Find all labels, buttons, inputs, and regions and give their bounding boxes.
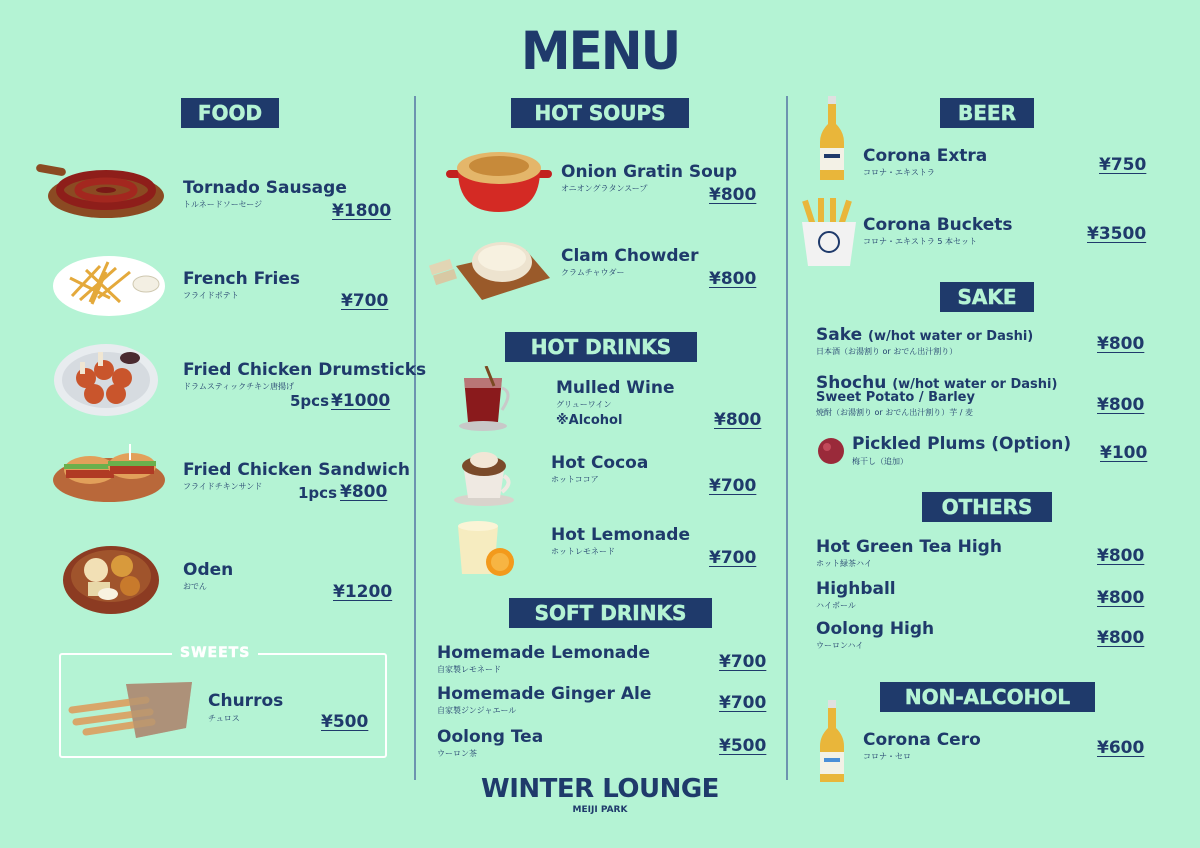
item-name-jp: ホット緑茶ハイ [816, 559, 872, 568]
item-name: Highball [816, 579, 896, 599]
section-hot-soups: HOT SOUPS [511, 98, 689, 128]
item-name-jp: ホットココア [551, 475, 599, 484]
item-qty: 5pcs [290, 392, 329, 410]
item-name-jp: ホットレモネード [551, 547, 615, 556]
item-price: ¥800 [1097, 588, 1145, 608]
item-name-jp: ウーロンハイ [816, 641, 864, 650]
item-price: ¥700 [709, 476, 757, 496]
footer-subtitle: MEIJI PARK [572, 805, 628, 815]
menu-title: MENU [520, 20, 680, 82]
item-name: Fried Chicken Drumsticks [183, 360, 427, 380]
churros-icon [66, 678, 194, 742]
wine-glass-icon [454, 366, 516, 436]
item-name: Pickled Plums (Option) [852, 434, 1072, 454]
item-price: ¥1800 [332, 201, 392, 221]
item-price: ¥500 [321, 712, 369, 732]
item-name-jp: コロナ・エキストラ 5 本セット [863, 237, 978, 246]
item-name-jp: 日本酒（お湯割り or おでん出汁割り） [816, 347, 958, 356]
item-name: Corona Cero [863, 730, 981, 750]
item-name-detail: (w/hot water or Dashi) [892, 377, 1058, 392]
item-price: ¥800 [1097, 628, 1145, 648]
item-name: Clam Chowder [561, 246, 699, 266]
footer-title: WINTER LOUNGE [481, 774, 719, 804]
item-note: ※Alcohol [556, 413, 623, 428]
column-divider [786, 96, 788, 780]
item-price: ¥800 [1097, 334, 1145, 354]
chowder-icon [426, 226, 552, 304]
item-name-jp: コロナ・セロ [863, 752, 911, 761]
sausage-icon [36, 156, 168, 222]
item-qty: 1pcs [298, 484, 337, 502]
soup-pot-icon [446, 140, 552, 216]
item-variants: Sweet Potato / Barley [816, 390, 975, 405]
section-food: FOOD [181, 98, 279, 128]
item-name: Homemade Ginger Ale [437, 684, 652, 704]
item-name-jp: グリューワイン [556, 400, 612, 409]
item-name: Corona Extra [863, 146, 988, 166]
column-divider [414, 96, 416, 780]
section-others: OTHERS [922, 492, 1052, 522]
lemonade-cup-icon [452, 516, 518, 580]
section-sweets: SWEETS [172, 645, 258, 661]
item-price: ¥800 [1097, 395, 1145, 415]
item-name: Mulled Wine [556, 378, 675, 398]
plum-icon [816, 436, 846, 466]
item-name [816, 325, 1033, 345]
item-price: ¥700 [709, 548, 757, 568]
item-name: Tornado Sausage [183, 178, 347, 198]
item-name-jp: ドラムスティックチキン唐揚げ [183, 382, 295, 391]
item-name: French Fries [183, 269, 301, 289]
item-name: Hot Cocoa [551, 453, 649, 473]
beer-bottle-icon [818, 698, 846, 784]
item-price: ¥1200 [333, 582, 393, 602]
item-price: ¥600 [1097, 738, 1145, 758]
item-name-jp: 梅干し（追加） [852, 457, 908, 466]
item-name: Hot Lemonade [551, 525, 690, 545]
item-name: Onion Gratin Soup [561, 162, 738, 182]
item-price: ¥800 [709, 185, 757, 205]
item-name-jp: ハイボール [816, 601, 856, 610]
item-price: ¥700 [719, 652, 767, 672]
item-name: Churros [208, 691, 284, 711]
item-name-jp: フライドポテト [183, 291, 239, 300]
item-price: ¥100 [1100, 443, 1148, 463]
fries-icon [50, 248, 168, 318]
item-name-jp: ウーロン茶 [437, 749, 477, 758]
section-soft-drinks: SOFT DRINKS [509, 598, 712, 628]
item-price: ¥500 [719, 736, 767, 756]
item-name-jp: トルネードソーセージ [183, 200, 263, 209]
item-name-jp: チュロス [208, 714, 240, 723]
drumstick-icon [52, 338, 160, 418]
item-name-jp: 自家製レモネード [437, 665, 501, 674]
item-name-jp: フライドチキンサンド [183, 482, 263, 491]
item-name-main: Sake [816, 325, 863, 345]
cocoa-cup-icon [452, 446, 516, 508]
item-name-jp: オニオングラタンスープ [561, 184, 648, 193]
item-price: ¥1000 [331, 391, 391, 411]
sandwich-icon [50, 436, 168, 506]
item-name: Oolong High [816, 619, 935, 639]
item-price: ¥700 [719, 693, 767, 713]
item-price: ¥800 [714, 410, 762, 430]
item-price: ¥800 [1097, 546, 1145, 566]
item-name: Homemade Lemonade [437, 643, 650, 663]
item-price: ¥800 [340, 482, 388, 502]
section-non-alcohol: NON-ALCOHOL [880, 682, 1095, 712]
item-name-jp: クラムチャウダー [561, 268, 625, 277]
item-name: Oolong Tea [437, 727, 544, 747]
item-name-jp: おでん [183, 582, 207, 591]
item-price: ¥800 [709, 269, 757, 289]
beer-bucket-icon [798, 196, 860, 268]
section-sake: SAKE [940, 282, 1034, 312]
section-hot-drinks: HOT DRINKS [505, 332, 697, 362]
beer-bottle-icon [818, 94, 846, 182]
item-name: Fried Chicken Sandwich [183, 460, 410, 480]
item-name-main: Shochu [816, 373, 887, 393]
section-beer: BEER [940, 98, 1034, 128]
item-name: Corona Buckets [863, 215, 1013, 235]
oden-icon [60, 536, 162, 618]
item-price: ¥750 [1099, 155, 1147, 175]
item-name-jp: 自家製ジンジャエール [437, 706, 517, 715]
item-name-detail: (w/hot water or Dashi) [868, 329, 1034, 344]
item-name: Oden [183, 560, 234, 580]
item-price: ¥700 [341, 291, 389, 311]
item-name-jp: コロナ・エキストラ [863, 168, 935, 177]
item-name: Hot Green Tea High [816, 537, 1002, 557]
item-name-jp: 焼酎（お湯割り or おでん出汁割り）芋 / 麦 [816, 408, 973, 417]
item-price: ¥3500 [1087, 224, 1147, 244]
